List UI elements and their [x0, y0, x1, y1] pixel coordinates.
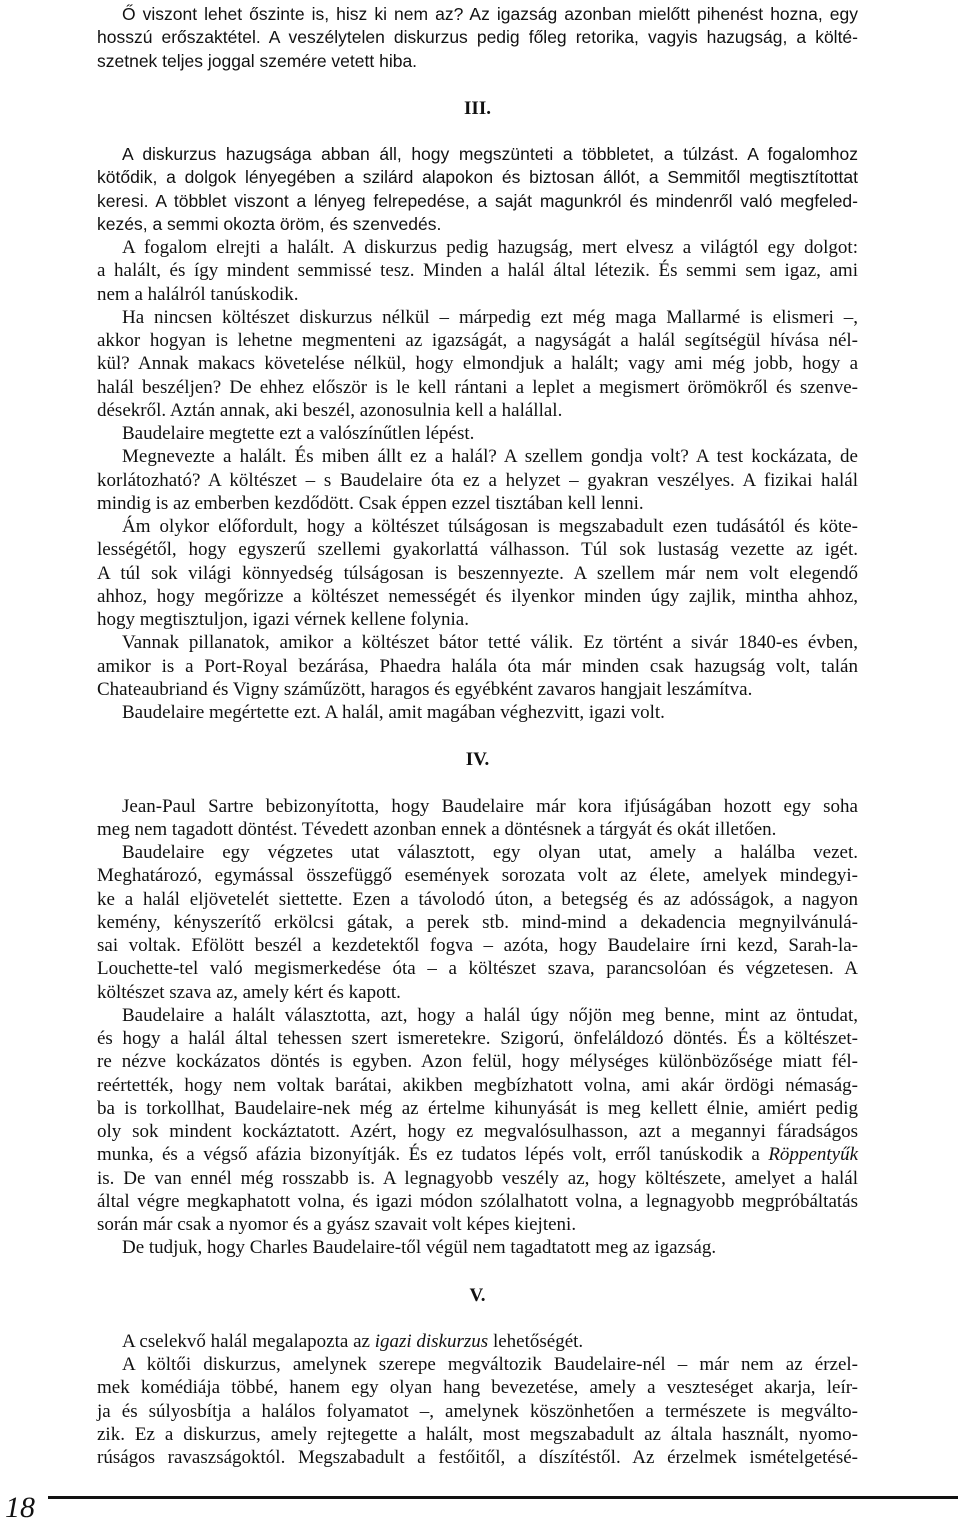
text-line: keresi. A többlet viszont a lényeg felrepedése, a saját magunkról és mindenről való megfeled- — [97, 190, 858, 211]
text-line: Chateaubriand és Vigny száműzött, haragos és egyébként zavaros hangjait leszámítva. — [97, 678, 753, 700]
text-line: által végre megkaphatott volna, és igazi módon szólalhatott volna, a legnagyobb megpróbáltatás — [97, 1190, 858, 1212]
text-line: Baudelaire egy végzetes utat választott, egy olyan utat, amely a halálba vezet. — [122, 842, 858, 863]
text-run: lehetőségét. — [488, 1330, 584, 1352]
paragraph — [97, 143, 858, 236]
text-line: költészet szava az, amely kért és kapott. — [97, 981, 401, 1003]
text-line: ahhoz, hogy megőrizze a költészet nemességét és ilyenkor minden úgy zajlik, mintha ahhoz, — [97, 585, 858, 607]
paragraph — [97, 795, 858, 842]
paragraph — [97, 3, 858, 73]
text-line: ke a halál eljövetelét siettette. Ezen a távolodó úton, a betegség és az adósságok, a nagyon — [97, 888, 858, 910]
text-line: ba is torkollhat, Baudelaire-nek még az értelme kihunyását is meg kellett élnie, amiért pedig — [97, 1097, 858, 1119]
paragraph — [97, 701, 858, 724]
footer-rule — [48, 1496, 958, 1499]
text-line: Meghatározó, egymással összefüggő események sorozata volt az élete, amelyek mindegyi- — [97, 865, 858, 887]
text-line: Ám olykor előfordult, hogy a költészet túlságosan is megszabadult ezen tudásától és köte- — [122, 516, 858, 537]
paragraph — [97, 1004, 858, 1237]
text-line: kötődik, a dolgok lényegében a szilárd alapokon és biztosan állót, a Semmitől megtisztítottat — [97, 167, 858, 188]
paragraph — [97, 1353, 858, 1469]
text-line: szetnek teljes joggal szemére vetett hiba. — [97, 50, 418, 71]
text-line: kemény, kényszerítő erkölcsi gátak, a perek stb. mind-mind a dekadencia megnyilvánulá- — [97, 911, 858, 933]
text-line: korlátozható? A költészet – s Baudelaire óta ez a helyzet – gyakran veszélyes. A fizikai halál — [97, 469, 858, 491]
text-line: a halált, és így mindent semmissé tesz. Minden a halál által létezik. És semmi sem igaz, ami — [97, 260, 858, 282]
text-line: során már csak a nyomor és a gyász szavait volt képes kiejteni. — [97, 1214, 577, 1235]
emphasized-text: Röppentyűk — [768, 1144, 858, 1166]
text-line: Ő viszont lehet őszinte is, hisz ki nem az? Az igazság azonban mielőtt pihenést hozna, egy — [122, 4, 858, 24]
paragraph — [97, 515, 858, 631]
text-line: amikor is a Port-Royal bezárása, Phaedra halála óta már minden csak hazugság volt, talán — [97, 655, 858, 677]
text-line: lességétől, hogy egyszerű szellemi gyakorlattá válhasson. Túl sok lustaság vezette az igét. — [97, 539, 858, 561]
text-line: Baudelaire megértette ezt. A halál, amit magában véghezvitt, igazi volt. — [122, 702, 665, 723]
page-number: 18 — [5, 1491, 35, 1524]
text-column — [97, 3, 858, 1469]
text-line: is. De van ennél még rosszabb is. A legnagyobb veszély az, hogy költészete, amelyet a halál — [97, 1167, 858, 1189]
paragraph — [97, 1330, 858, 1353]
text-line: és hogy a halál által tehessen szert ismeretekre. Szigorú, önfeláldozó döntés. És a költészet- — [97, 1028, 858, 1049]
text-line: désekről. Aztán annak, aki beszél, azonosulnia kell a halállal. — [97, 399, 563, 421]
text-line: meg nem tagadott döntést. Tévedett azonban ennek a döntésnek a tárgyát és okát illetően. — [97, 818, 777, 840]
text-line: Baudelaire a halált választotta, azt, hogy a halál úgy nőjön meg benne, mint az öntudat, — [122, 1004, 858, 1026]
section-heading: IV. — [465, 749, 490, 771]
text-run: A cselekvő halál megalapozta az — [122, 1330, 375, 1352]
text-line: Ha nincsen költészet diskurzus nélkül – márpedig ezt még maga Mallarmé is elismeri –, — [122, 306, 858, 328]
text-line: hogy megtisztuljon, igazi vérnek kellene folynia. — [97, 609, 469, 630]
paragraph — [97, 631, 858, 701]
text-line: oly sok mindent kockáztatott. Azért, hogy ez megvalósulhasson, azt a megannyi fáradságos — [97, 1121, 858, 1142]
text-line: A túl sok világi könnyedség túlságosan is beszennyezte. A szellem már nem volt elegendő — [97, 562, 858, 584]
text-line — [97, 1330, 858, 1353]
emphasized-text: igazi diskurzus — [374, 1330, 489, 1352]
paragraph — [97, 422, 858, 445]
section-heading: V. — [469, 1284, 486, 1306]
text-line: kezés, a semmi okozta öröm, és szenvedés. — [97, 213, 442, 234]
text-line: ja és súlyosbítja a halálos folyamatot –, amelynek köszönhetően a természete is megválto- — [97, 1400, 858, 1422]
text-line: sai voltak. Efölött beszél a kezdetektől fogva – azóta, hogy Baudelaire írni kezd, Sarah-la- — [97, 935, 858, 956]
text-line: Vannak pillanatok, amikor a költészet bátor tetté válik. Ez történt a sivár 1840-es évben, — [122, 632, 858, 654]
text-line: halál beszéljen? De ehhez először is le kell rántani a leplet a megismert örömökről és szenve- — [97, 376, 858, 398]
text-line: De tudjuk, hogy Charles Baudelaire-től végül nem tagadtatott meg az igazság. — [122, 1237, 717, 1259]
text-line: A fogalom elrejti a halált. A diskurzus pedig hazugság, mert elvesz a világtól egy dolgot: — [122, 237, 858, 258]
text-line: Megnevezte a halált. És miben állt ez a halál? A szellem gondja volt? A test kockázata, de — [122, 446, 858, 468]
text-line: nem a halálról tanúskodik. — [97, 283, 299, 305]
text-line: kül? Annak makacs követelése nélkül, hogy elmondjuk a halált; vagy ami még jobb, hogy a — [97, 353, 858, 375]
text-line — [97, 1143, 858, 1166]
text-line: hosszú erőszaktétel. A veszélytelen diskurzus pedig főleg retorika, vagyis hazugság, a költé- — [97, 27, 858, 48]
text-line: akkor hogyan is lehetne megmenteni az igazságát, a nagyságát a halál segítségül hívása nél- — [97, 330, 858, 351]
paragraph — [97, 841, 858, 1004]
paragraph — [97, 236, 858, 306]
text-line: Jean-Paul Sartre bebizonyította, hogy Baudelaire már kora ifjúságában hozott egy soha — [122, 795, 858, 817]
text-line: rúságos ravaszságoktól. Megszabadult a festőitől, a díszítéstől. Az érzelmek ismételgetésé- — [97, 1447, 858, 1468]
text-line: Baudelaire megtette ezt a valószínűtlen lépést. — [122, 423, 475, 444]
text-line: mindig is az emberben kezdődött. Csak éppen ezzel tisztában kell lenni. — [97, 492, 644, 514]
section-heading: III. — [464, 97, 491, 119]
paragraph — [97, 306, 858, 422]
paragraph — [97, 1236, 858, 1259]
text-run: munka, és a végső afázia bizonyítják. És ez tudatos lépés volt, erről tanúskodik a — [97, 1144, 769, 1166]
text-line: mek komédiája többé, hanem egy olyan hang bevezetése, amely a veszteséget akarja, leír- — [97, 1377, 858, 1399]
text-line: re nézve kockázatos döntés is egyben. Azon felül, hogy mélységes különbözősége miatt fél- — [97, 1051, 858, 1073]
text-line: A költői diskurzus, amelynek szerepe megváltozik Baudelaire-nél – már nem az érzel- — [122, 1354, 858, 1375]
text-line: A diskurzus hazugsága abban áll, hogy megszünteti a többletet, a túlzást. A fogalomhoz — [122, 144, 858, 164]
text-line: reértették, hogy nem voltak barátai, akikben megbízhatott volna, ami akár ördögi némaság- — [97, 1074, 858, 1096]
paragraph — [97, 445, 858, 515]
text-line: Louchette-tel való megismerkedése óta – a költészet szava, parancsolóan és végzetesen. A — [97, 958, 858, 980]
text-line: zik. Ez a diskurzus, amely rejtegette a halált, most megszabadult az általa használt, nyomo- — [97, 1423, 858, 1445]
